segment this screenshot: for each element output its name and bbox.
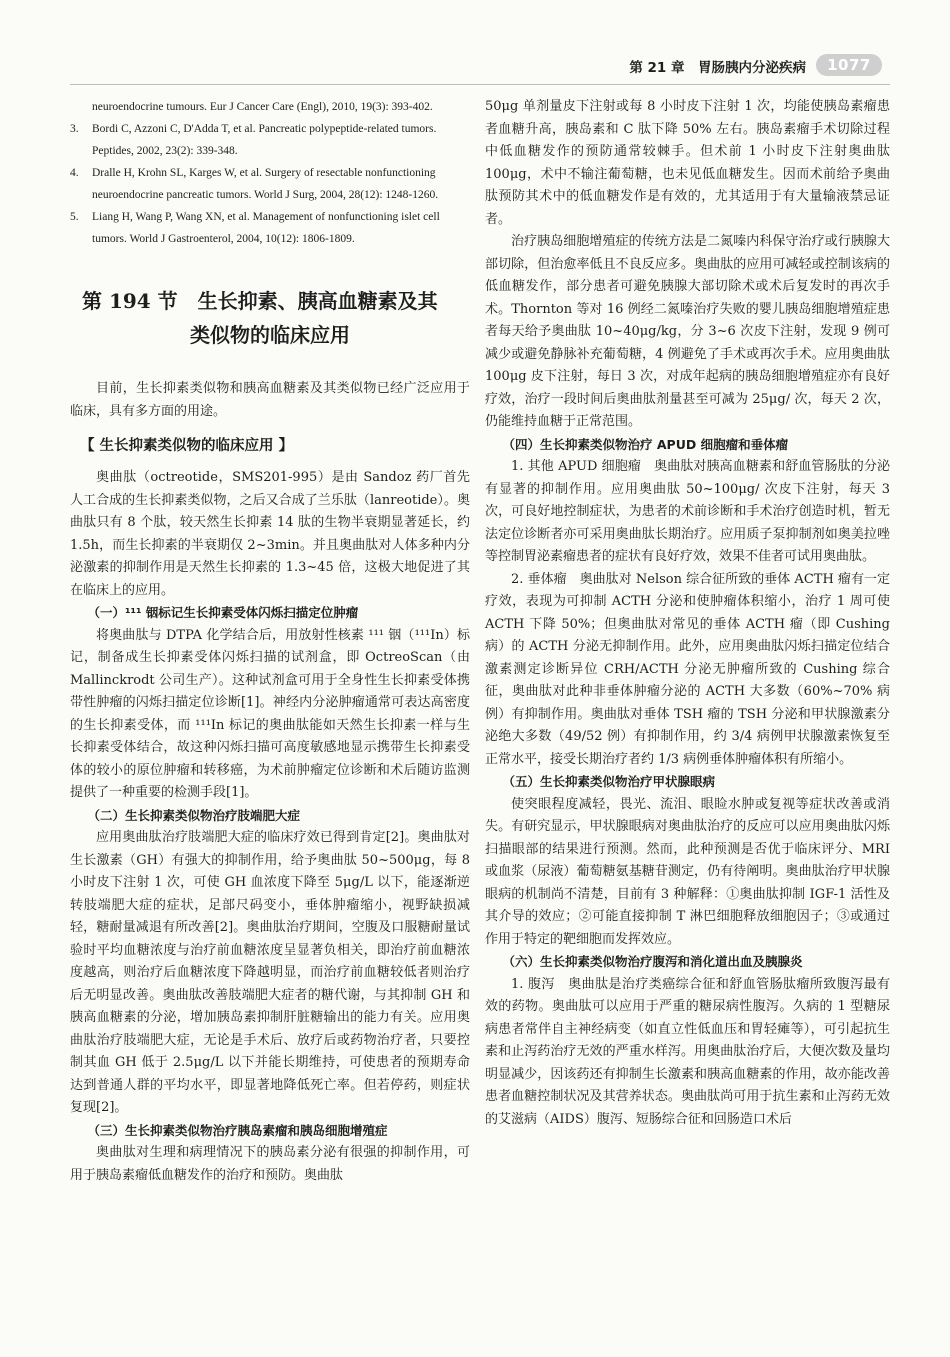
box-heading: 【 生长抑素类似物的临床应用 】 xyxy=(80,438,294,454)
intro-paragraph: 目前，生长抑素类似物和胰高血糖素及其类似物已经广泛应用于临床，具有多方面的用途。 xyxy=(70,381,470,419)
page-number: 1077 xyxy=(816,54,882,76)
paragraph: 奥曲肽对生理和病理情况下的胰岛素分泌有很强的抑制作用，可用于胰岛素瘤低血糖发作的治疗和预防。奥曲肽 xyxy=(70,1145,470,1183)
paragraph: 1. 腹泻 奥曲肽是治疗类癌综合征和舒血管肠肽瘤所致腹泻最有效的药物。奥曲肽可以应用于严重的糖尿病性腹泻。久病的 1 型糖尿病患者常伴自主神经病变（如直立性低血压和胃轻瘫等），可引起抗生素和止泻药治疗无效的严重水样泻。用奥曲肽治疗后，大便次数及量均明显减少，因该药还有抑制生长激素和胰高血糖素的作用，故亦能改善患者血糖控制状况及其营养状态。奥曲肽尚可用于抗生素和止泻药无效的艾滋病（AIDS）腹泻、短肠综合征和回肠造口术后 xyxy=(485,976,890,1127)
reference-item: neuroendocrine tumours. Eur J Cancer Care (Engl), 2010, 19(3): 393-402. xyxy=(92,101,433,113)
subsection-heading: （二）生长抑素类似物治疗肢端肥大症 xyxy=(87,807,301,823)
section-title: 第 194 节 生长抑素、胰高血糖素及其 类似物的临床应用 xyxy=(82,289,438,347)
left-column xyxy=(70,96,470,1187)
octreotide-paragraph: 奥曲肽（octreotide，SMS201-995）是由 Sandoz 药厂首先人工合成的生长抑素类似物，之后又合成了兰乐肽（lanreotide）。奥曲肽只有 8 个肽，较天然生长抑素 14 肽的生物半衰期显著延长，约 1.5h，而生长抑素的半衰期仅 2~3min。并且奥曲肽对人体多种内分泌激素的抑制作用是天然生长抑素的 1.3~45 倍，这极大地促进了其在临床上的应用。 xyxy=(70,470,470,598)
right-column xyxy=(485,96,890,1131)
paragraph: 治疗胰岛细胞增殖症的传统方法是二氮嗪内科保守治疗或行胰腺大部切除，但治愈率低且不良反应多。奥曲肽的应用可减轻或控制该病的低血糖发作，部分患者可避免胰腺大部切除术或术后复发时的再次手术。Thornton 等对 16 例经二氮嗪治疗失败的婴儿胰岛细胞增殖症患者每天给予奥曲肽 10~40μg/kg，分 3~6 次皮下注射，发现 9 例可减少或避免静脉补充葡萄糖，4 例避免了手术或再次手术。应用奥曲肽 100μg 皮下注射，每日 3 次，对成年起病的胰岛细胞增殖症亦有良好疗效，治疗一段时间后奥曲肽剂量甚至可减为 25μg/ 次，每天 2 次，仍能维持血糖于正常范围。 xyxy=(485,234,890,429)
running-header xyxy=(600,54,890,80)
subsection-heading: （五）生长抑素类似物治疗甲状腺眼病 xyxy=(502,774,716,789)
subsection-heading: （四）生长抑素类似物治疗 APUD 细胞瘤和垂体瘤 xyxy=(502,436,789,452)
reference-item: 4. Dralle H, Krohn SL, Karges W, et al. Surgery of resectable nonfunctioning neuroendocrine pancreatic tumors. World J Surg, 2004, 28(12): 1248-1260. xyxy=(70,167,439,201)
paragraph: 2. 垂体瘤 奥曲肽对 Nelson 综合征所致的垂体 ACTH 瘤有一定疗效，表现为可抑制 ACTH 分泌和使肿瘤体积缩小，治疗 1 周可使 ACTH 下降 50%；但奥曲肽对常见的垂体 ACTH 瘤（即 Cushing 病）的 ACTH 分泌无抑制作用。此外，应用奥曲肽闪烁扫描定位结合激素测定诊断异位 CRH/ACTH 分泌无肿瘤所致的 Cushing 综合征，奥曲肽对此种非垂体肿瘤分泌的 ACTH 大多数（60%~70% 病例）有抑制作用。奥曲肽对垂体 TSH 瘤的 TSH 分泌和甲状腺激素分泌绝大多数（49/52 例）有抑制作用，约 3/4 病例甲状腺激素恢复至正常水平，接受长期治疗者约 1/3 病例垂体肿瘤体积有所缩小。 xyxy=(485,571,890,767)
chapter-title: 第 21 章 胃肠胰内分泌疾病 xyxy=(629,60,806,76)
reference-list xyxy=(70,96,470,250)
paragraph: 应用奥曲肽治疗肢端肥大症的临床疗效已得到肯定[2]。奥曲肽对生长激素（GH）有强大的抑制作用，给予奥曲肽 50~500μg，每 8 小时皮下注射 1 次，可使 GH 血浓度下降至 5μg/L 以下，能逐渐逆转肢端肥大症的症状，足部尺码变小，垂体肿瘤缩小，视野缺损减轻，糖耐量减退有所改善[2]。奥曲肽治疗期间，空腹及口服糖耐量试验时平均血糖浓度与治疗前血糖浓度呈显著负相关，即治疗前血糖浓度越高，则治疗后血糖浓度下降越明显，而治疗前血糖较低者则治疗后无明显改善。奥曲肽改善肢端肥大症者的糖代谢，与其抑制 GH 和胰高血糖素的分泌，增加胰岛素抑制肝脏糖输出的能力有关。应用奥曲肽治疗肢端肥大症，无论是手术后、放疗后或药物治疗者，只要控制其血 GH 低于 2.5μg/L 以下并能长期维持，可使患者的预期寿命达到普通人群的平均水平，即显著地降低死亡率。但若停药，则症状复现[2]。 xyxy=(70,830,470,1115)
paragraph: 50μg 单剂量皮下注射或每 8 小时皮下注射 1 次，均能使胰岛素瘤患者血糖升高，胰岛素和 C 肽下降 50% 左右。胰岛素瘤手术切除过程中低血糖发作的预防通常较棘手。但术前 1 小时皮下注射奥曲肽 100μg，术中不输注葡萄糖，也未见低血糖发生。因而术前给予奥曲肽预防其术中的低血糖发作是有效的，尤其适用于有大量输液禁忌证者。 xyxy=(485,99,890,227)
paragraph: 将奥曲肽与 DTPA 化学结合后，用放射性核素 ¹¹¹ 铟（¹¹¹In）标记，制备成生长抑素受体闪烁扫描的试剂盒，即 OctreoScan（由 Mallinckrodt 公司生产）。这种试剂盒可用于全身性生长抑素受体携带性肿瘤的闪烁扫描定位诊断[1]。神经内分泌肿瘤通常可表达高密度的生长抑素受体，而 ¹¹¹In 标记的奥曲肽能如天然生长抑素一样与生长抑素受体结合，故这种闪烁扫描可高度敏感地显示携带生长抑素受体的较小的原位肿瘤和转移癌，为术前肿瘤定位诊断和术后随访监测提供了一种重要的检测手段[1]。 xyxy=(70,627,470,800)
reference-item: 5. Liang H, Wang P, Wang XN, et al. Management of nonfunctioning islet cell tumors. World J Gastroenterol, 2004, 10(12): 1806-1809. xyxy=(70,211,440,245)
subsection-heading: （一）¹¹¹ 铟标记生长抑素受体闪烁扫描定位肿瘤 xyxy=(87,605,359,620)
header-divider xyxy=(70,84,890,85)
paragraph: 1. 其他 APUD 细胞瘤 奥曲肽对胰高血糖素和舒血管肠肽的分泌有显著的抑制作用。应用奥曲肽 50~100μg/ 次皮下注射，每天 3 次，可良好地控制症状，为患者的术前诊断和手术治疗创造时机，暂无法定位诊断者亦可采用奥曲肽长期治疗。应用质子泵抑制剂如奥美拉唑等控制胃泌素瘤患者的症状有良好疗效，效果不佳者可试用奥曲肽。 xyxy=(485,459,890,564)
reference-item: 3. Bordi C, Azzoni C, D'Adda T, et al. Pancreatic polypeptide-related tumors. Peptides, 2002, 23(2): 339-348. xyxy=(70,123,437,157)
subsection-heading: （六）生长抑素类似物治疗腹泻和消化道出血及胰腺炎 xyxy=(502,954,803,969)
subsection-heading: （三）生长抑素类似物治疗胰岛素瘤和胰岛细胞增殖症 xyxy=(87,1122,388,1138)
paragraph: 使突眼程度减轻，畏光、流泪、眼睑水肿或复视等症状改善或消失。有研究显示，甲状腺眼病对奥曲肽治疗的反应可以应用奥曲肽闪烁扫描眼部的结果进行预测。然而，此种预测是否优于临床评分、MRI 或血浆（尿液）葡萄糖氨基糖苷测定，仍有待阐明。奥曲肽治疗甲状腺眼病的机制尚不清楚，目前有 3 种解释：①奥曲肽抑制 IGF-1 活性及其介导的效应；②可能直接抑制 T 淋巴细胞释放细胞因子；③或通过作用于特定的靶细胞而发挥效应。 xyxy=(485,796,890,947)
